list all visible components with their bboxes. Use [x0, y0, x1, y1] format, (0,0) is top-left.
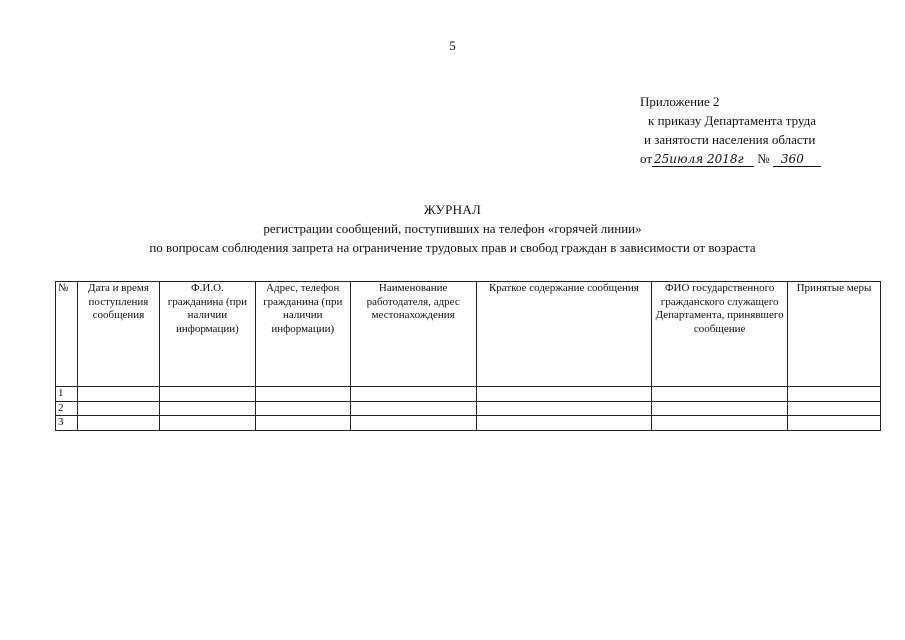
header-official: ФИО государственного гражданского служащего Департамента, принявшего сообщение	[652, 282, 788, 387]
header-citizen-name: Ф.И.О. гражданина (при наличии информации)	[159, 282, 255, 387]
table-cell	[788, 416, 881, 431]
header-measures: Принятые меры	[788, 282, 881, 387]
table-cell	[77, 401, 159, 416]
table-cell	[476, 416, 652, 431]
header-citizen-address: Адрес, телефон гражданина (при наличии информации)	[255, 282, 350, 387]
table-cell	[652, 416, 788, 431]
appendix-date-number-line	[640, 149, 890, 168]
row-number: 1	[56, 387, 78, 402]
table-row	[56, 416, 881, 431]
table-cell	[255, 387, 350, 402]
journal-subtitle-2: по вопросам соблюдения запрета на ограничение трудовых прав и свобод граждан в зависимости от возраста	[149, 240, 756, 255]
header-number: №	[56, 282, 78, 387]
row-number: 2	[56, 401, 78, 416]
table-cell	[255, 416, 350, 431]
table-cell	[652, 401, 788, 416]
table-row	[56, 387, 881, 402]
table-row	[56, 401, 881, 416]
handwritten-date: 25июля 2018г	[652, 152, 754, 167]
handwritten-number: 360	[773, 152, 821, 167]
page-number: 5	[449, 38, 456, 53]
document-title	[0, 200, 905, 257]
number-prefix: №	[757, 151, 770, 166]
journal-heading: ЖУРНАЛ	[423, 202, 482, 217]
header-date-time: Дата и время поступления сообщения	[77, 282, 159, 387]
appendix-title: Приложение 2	[640, 94, 720, 109]
table-cell	[476, 401, 652, 416]
journal-subtitle: регистрации сообщений, поступивших на телефон «горячей линии»	[263, 221, 642, 236]
table-cell	[652, 387, 788, 402]
table-cell	[788, 401, 881, 416]
table-cell	[350, 401, 476, 416]
table-cell	[350, 416, 476, 431]
table-cell	[159, 401, 255, 416]
table-header-row	[56, 282, 881, 387]
table-cell	[77, 416, 159, 431]
date-prefix: от	[640, 151, 653, 166]
header-summary: Краткое содержание сообщения	[476, 282, 652, 387]
table-cell	[476, 387, 652, 402]
table-cell	[77, 387, 159, 402]
table-cell	[159, 416, 255, 431]
row-number: 3	[56, 416, 78, 431]
table-cell	[350, 387, 476, 402]
appendix-department-line: и занятости населения области	[644, 132, 816, 147]
table-cell	[255, 401, 350, 416]
journal-table	[55, 281, 881, 431]
appendix-order-line: к приказу Департамента труда	[648, 113, 816, 128]
table-cell	[159, 387, 255, 402]
header-employer: Наименование работодателя, адрес местонахождения	[350, 282, 476, 387]
appendix-block	[640, 92, 890, 168]
table-cell	[788, 387, 881, 402]
